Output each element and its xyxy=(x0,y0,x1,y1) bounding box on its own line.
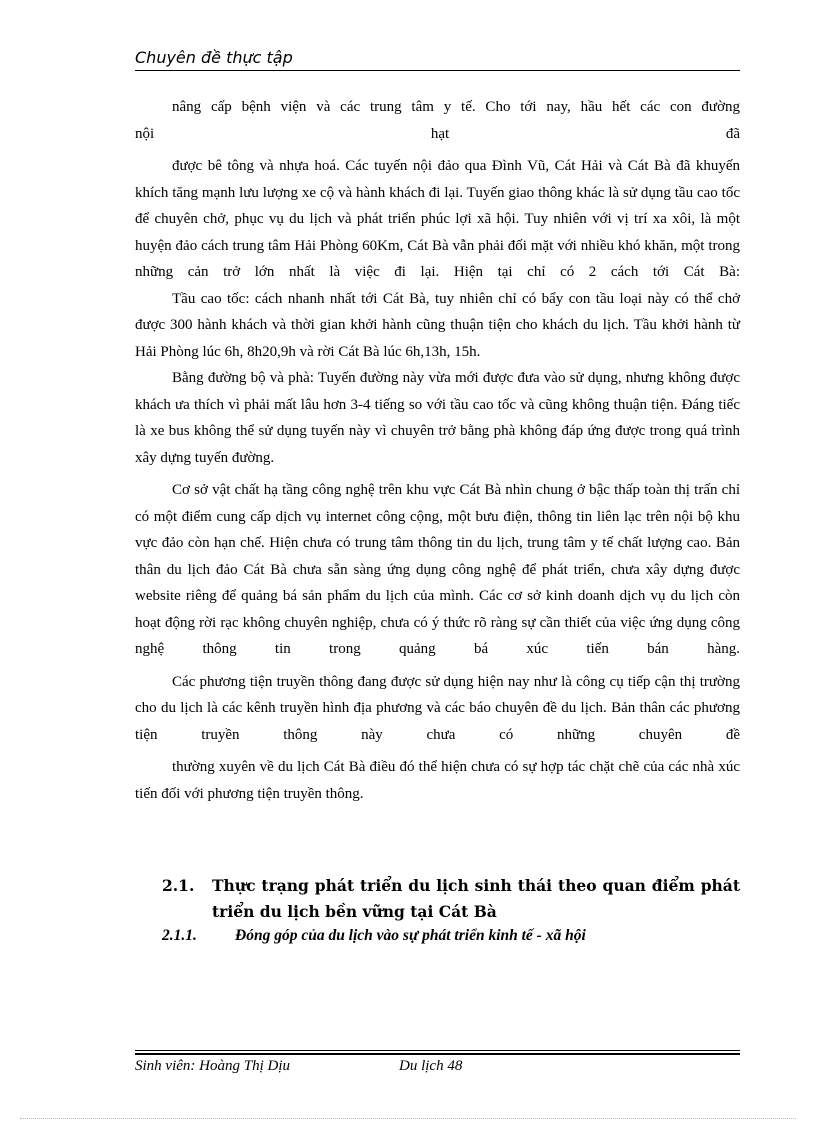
paragraph-1a: nâng cấp bệnh viện và các trung tâm y tế. Cho tới nay, hầu hết các con đường xyxy=(172,99,740,115)
paragraph-4: Bằng đường bộ và phà: Tuyến đường này vừa mới được đưa vào sử dụng, nhưng không được khách ưa thích vì phải mất lâu hơn 3-4 tiếng so với tầu cao tốc và cũng không thuận tiện. Đáng tiếc là xe bus không thể sử dụng tuyến này vì chuyên trở bằng phà không đáp ứng được trong quá trình xây dựng tuyến đường. xyxy=(135,370,740,466)
paragraph-1b: nội hạt đã xyxy=(135,125,740,142)
footer-class: Du lịch 48 xyxy=(399,1058,463,1074)
paragraph-2: được bê tông và nhựa hoá. Các tuyến nội đảo qua Đình Vũ, Cát Hải và Cát Bà đã khuyến khích tăng mạnh lưu lượng xe cộ và hành khách đi lại. Tuyến giao thông khác là sử dụng tầu cao tốc để chuyên chở, phục vụ du lịch và phát triển phúc lợi xã hội. Tuy nhiên với vị trí xa xôi, là một huyện đảo cách trung tâm Hải Phòng 60Km, Cát Bà vẫn phải đối mặt với nhiều khó khăn, một trong những cản trở lớn nhất là việc đi lại. Hiện tại chỉ có 2 cách tới Cát Bà: xyxy=(135,158,740,280)
page-header xyxy=(135,48,740,74)
footer-rule-thick xyxy=(135,1053,740,1055)
footer-student: Sinh viên: Hoàng Thị Dịu xyxy=(135,1058,290,1074)
subsection-title: Đóng góp của du lịch vào sự phát triển kinh tế - xã hội xyxy=(235,927,586,944)
paragraph-6: Các phương tiện truyền thông đang được sử dụng hiện nay như là công cụ tiếp cận thị trường cho du lịch là các kênh truyền hình địa phương và các báo chuyên đề du lịch. Bản thân các phương tiện truyền thông này chưa có những chuyên đề xyxy=(135,673,740,743)
subsection-heading-2-1-1 xyxy=(162,923,740,949)
subsection-number: 2.1.1. xyxy=(162,927,197,944)
section-number: 2.1. xyxy=(162,876,195,895)
paragraph-3: Tầu cao tốc: cách nhanh nhất tới Cát Bà, tuy nhiên chỉ có bẩy con tầu loại này có thể chở được 300 hành khách và thời gian khởi hành cũng thuận tiện cho khách du lịch. Tầu khởi hành từ Hải Phòng lúc 6h, 8h20,9h và rời Cát Bà lúc 6h,13h, 15h. xyxy=(135,290,740,360)
footer-rule xyxy=(135,1050,740,1051)
header-rule xyxy=(135,70,740,71)
section-heading-2-1 xyxy=(162,873,740,925)
paragraph-5: Cơ sở vật chất hạ tầng công nghệ trên khu vực Cát Bà nhìn chung ở bậc thấp toàn thị trấn chỉ có một điểm cung cấp dịch vụ internet công cộng, một bưu điện, thông tin liên lạc trên nội bộ khu vực đảo còn hạn chế. Hiện chưa có trung tâm thông tin du lịch, trung tâm y tế chất lượng cao. Bản thân du lịch đảo Cát Bà chưa sẵn sàng ứng dụng công nghệ để phát triển, chưa xây dựng được website riêng để quảng bá sản phẩm du lịch của mình. Các cơ sở kinh doanh dịch vụ du lịch còn hoạt động rời rạc không chuyên nghiệp, chưa có ý thức rõ ràng sự cần thiết của việc ứng dụng công nghệ thông tin trong quảng bá xúc tiến bán hàng. xyxy=(135,482,740,657)
page-edge xyxy=(20,1118,796,1119)
header-title: Chuyên đề thực tập xyxy=(135,48,293,67)
section-title: Thực trạng phát triển du lịch sinh thái theo quan điểm phát triển du lịch bền vững tại Cát Bà xyxy=(212,876,740,921)
paragraph-7: thường xuyên về du lịch Cát Bà điều đó thể hiện chưa có sự hợp tác chặt chẽ của các nhà xúc tiến đối với phương tiện truyền thông. xyxy=(135,759,740,802)
page-footer xyxy=(135,1050,740,1080)
body-text xyxy=(135,94,740,807)
